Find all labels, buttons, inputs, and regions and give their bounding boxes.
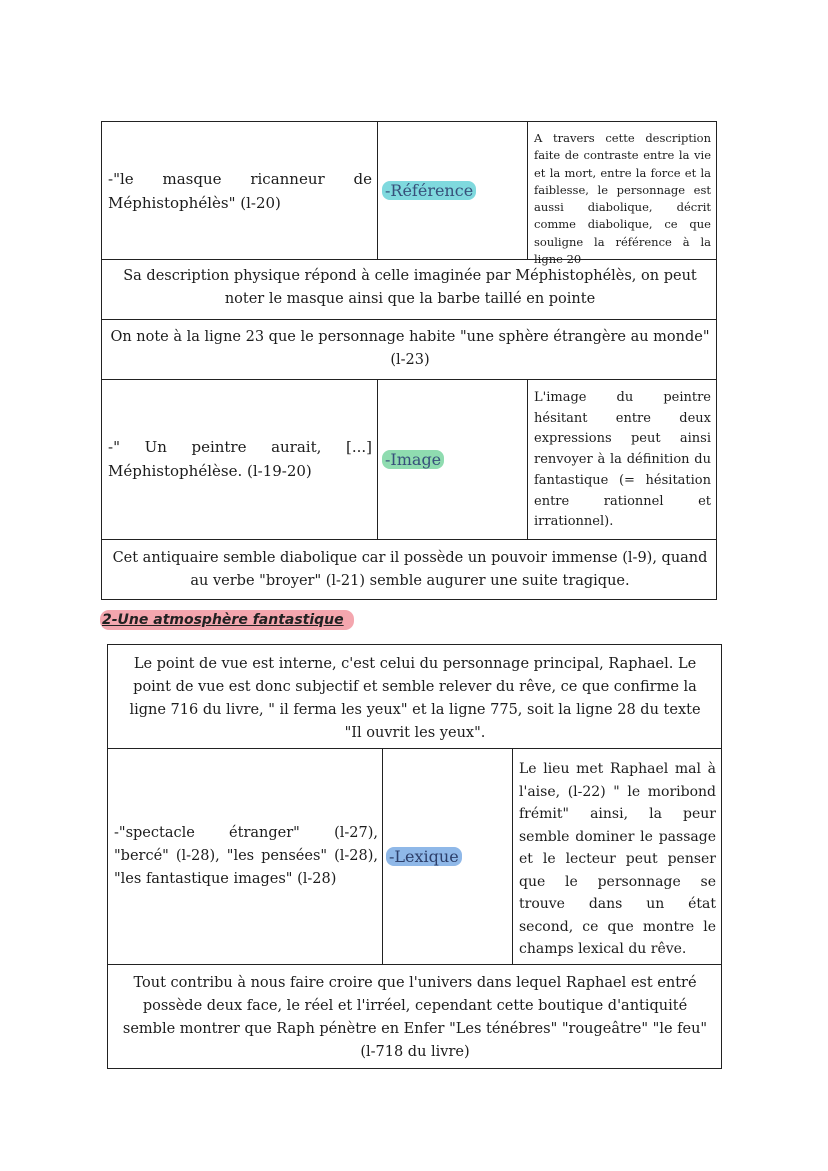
analysis-text: A travers cette description faite de contraste entre la vie et la mort, entre la force et la faiblesse, le personnage est aussi diabolique, décrit comme diabolique, ce que souligne la référence à la ligne 20 bbox=[534, 131, 711, 267]
analysis-cell bbox=[534, 388, 711, 533]
quote-cell bbox=[114, 748, 378, 964]
technique-label: -Lexique bbox=[386, 847, 462, 866]
section-heading bbox=[100, 612, 354, 628]
quote-text: -"le masque ricanneur de Méphistophélès" (l-20) bbox=[108, 169, 372, 212]
column-divider bbox=[377, 122, 378, 259]
row-divider bbox=[108, 964, 721, 965]
summary-cell: Le point de vue est interne, c'est celui du personnage principal, Raphael. Le point de vue est donc subjectif et semble relever du rêve, ce que confirme la ligne 716 du livre, " il ferma les yeux" et la ligne 775, soit la ligne 28 du texte "Il ouvrit les yeux". bbox=[129, 656, 701, 741]
quote-text: -"spectacle étranger" (l-27), "bercé" (l-28), "les pensées" (l-28), "les fantastique images" (l-28) bbox=[114, 824, 378, 887]
technique-cell bbox=[382, 379, 527, 539]
quote-cell bbox=[108, 379, 372, 539]
technique-cell bbox=[386, 748, 512, 964]
technique-label: -Image bbox=[382, 450, 444, 469]
analysis-cell bbox=[519, 758, 716, 961]
column-divider bbox=[512, 748, 513, 964]
analysis-table-2 bbox=[107, 644, 722, 1069]
analysis-text: L'image du peintre hésitant entre deux expressions peut ainsi renvoyer à la définition du fantastique (= hésitation entre rationnel et irrationnel). bbox=[534, 390, 711, 530]
summary-cell: Cet antiquaire semble diabolique car il possède un pouvoir immense (l-9), quand au verbe "broyer" (l-21) semble augurer une suite tragique. bbox=[112, 550, 708, 589]
summary-cell: On note à la ligne 23 que le personnage habite "une sphère étrangère au monde" (l-23) bbox=[110, 329, 710, 368]
column-divider bbox=[377, 379, 378, 539]
quote-text: -" Un peintre aurait, [...] Méphistophélèse. (l-19-20) bbox=[108, 438, 372, 480]
row-divider bbox=[102, 319, 716, 320]
analysis-cell bbox=[534, 130, 711, 268]
row-divider bbox=[102, 539, 716, 540]
quote-cell bbox=[108, 122, 372, 259]
column-divider bbox=[382, 748, 383, 964]
section-heading-text: 2-Une atmosphère fantastique bbox=[100, 610, 354, 630]
technique-cell bbox=[382, 122, 527, 259]
technique-label: -Référence bbox=[382, 181, 476, 200]
column-divider bbox=[527, 379, 528, 539]
analysis-text: Le lieu met Raphael mal à l'aise, (l-22) " le moribond frémit" ainsi, la peur semble dominer le passage et le lecteur peut penser que le personnage se trouve dans un état second, ce que montre le champs lexical du rêve. bbox=[519, 761, 716, 957]
summary-cell: Sa description physique répond à celle imaginée par Méphistophélès, on peut noter le masque ainsi que la barbe taillé en pointe bbox=[123, 268, 697, 307]
column-divider bbox=[527, 122, 528, 259]
analysis-table-1 bbox=[101, 121, 717, 600]
summary-cell: Tout contribu à nous faire croire que l'univers dans lequel Raphael est entré possède deux face, le réel et l'irréel, cependant cette boutique d'antiquité semble montrer que Raph pénètre en Enfer "Les ténébres" "rougeâtre" "le feu" (l-718 du livre) bbox=[122, 975, 708, 1060]
